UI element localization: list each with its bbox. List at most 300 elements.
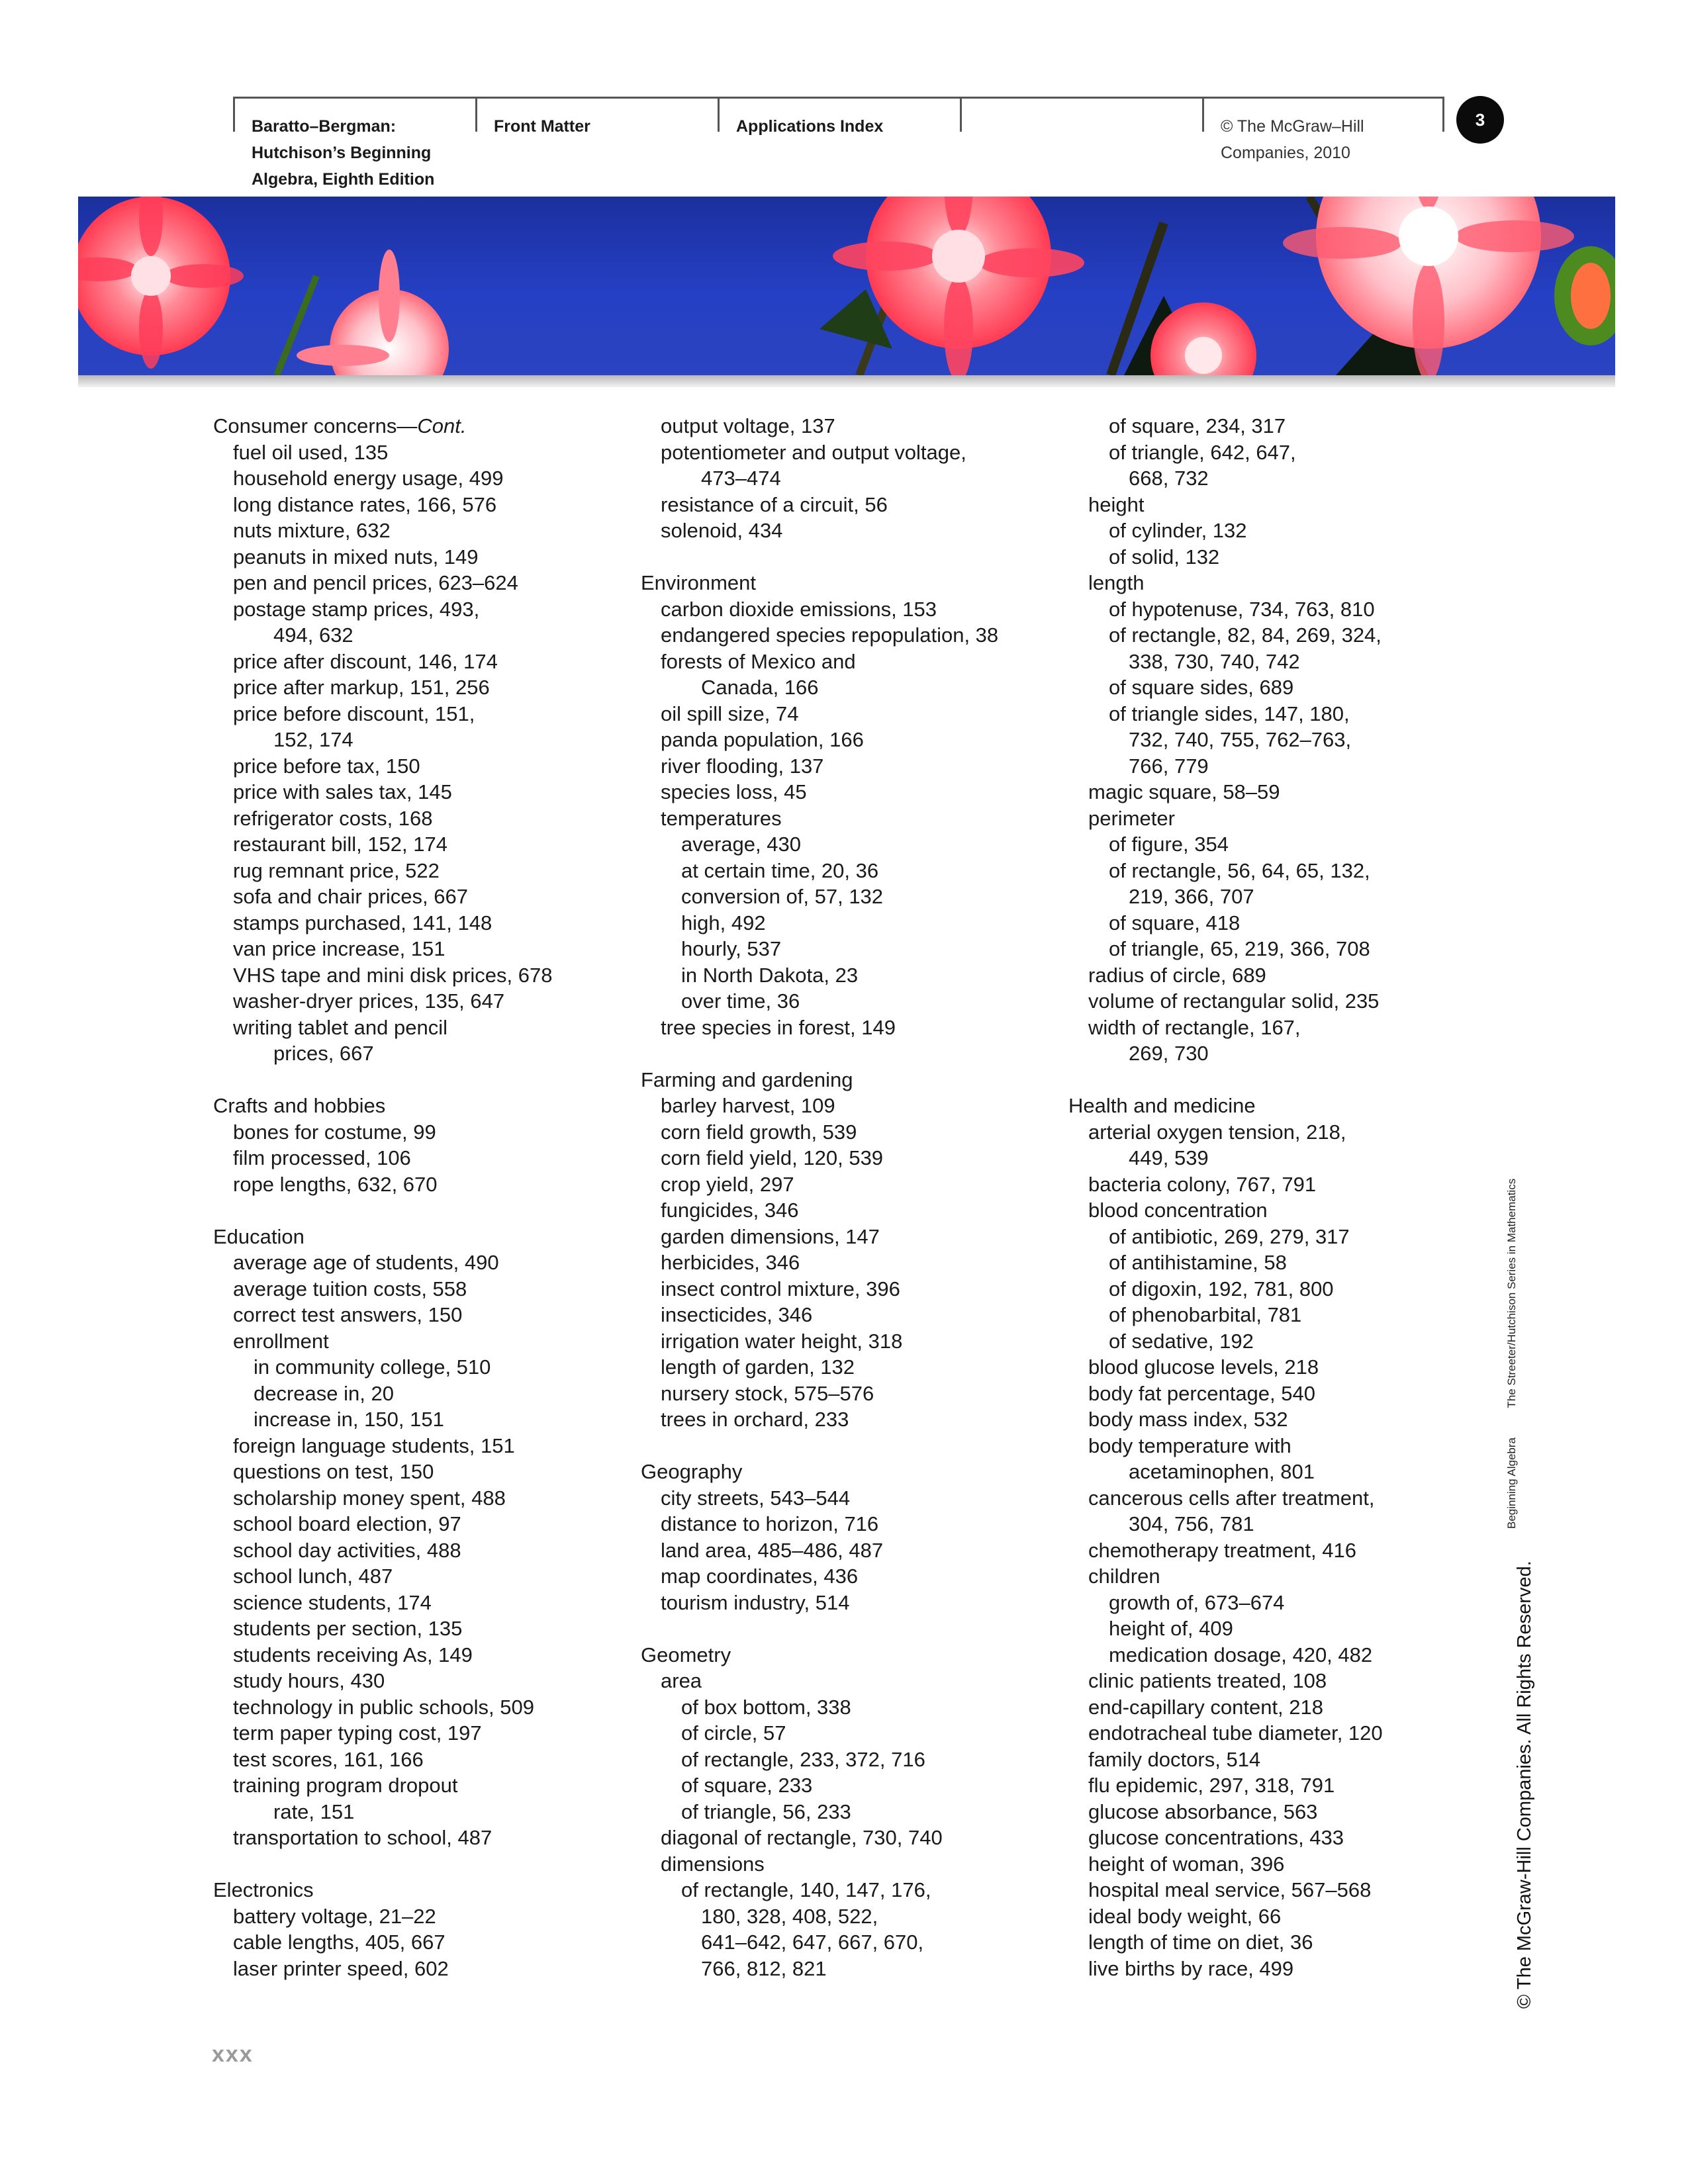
index-spacer	[641, 1040, 998, 1067]
index-entry	[213, 1302, 552, 1328]
index-entry	[213, 465, 552, 492]
index-entry-text: increase in, 150, 151	[254, 1408, 444, 1431]
index-entry-text: price after discount, 146, 174	[233, 649, 498, 673]
index-entry	[1068, 570, 1383, 596]
index-entry-text: of rectangle, 233, 372, 716	[681, 1747, 925, 1771]
index-entry	[641, 1224, 998, 1250]
index-entry-text: postage stamp prices, 493,	[233, 597, 480, 621]
index-entry	[1068, 1563, 1383, 1590]
index-entry-text: Geometry	[641, 1643, 731, 1666]
index-entry	[641, 649, 998, 675]
index-entry-text: average, 430	[681, 833, 801, 856]
index-entry-text: school day activities, 488	[233, 1538, 461, 1562]
index-entry	[213, 1015, 552, 1041]
index-entry-text: 304, 756, 781	[1129, 1512, 1254, 1535]
index-entry-text: peanuts in mixed nuts, 149	[233, 545, 479, 569]
header-copyright-line-1: © The McGraw–Hill	[1221, 117, 1364, 136]
index-entry-text: land area, 485–486, 487	[661, 1538, 884, 1562]
index-entry	[213, 518, 552, 544]
index-entry	[641, 1145, 998, 1171]
index-entry	[1068, 544, 1383, 570]
flower-banner-image	[78, 197, 1615, 375]
index-entry-text: 338, 730, 740, 742	[1129, 649, 1300, 673]
index-entry-text: questions on test, 150	[233, 1460, 434, 1483]
index-entry	[1068, 1171, 1383, 1198]
index-entry	[641, 518, 998, 544]
index-entry	[641, 1799, 998, 1825]
index-entry-text: flu epidemic, 297, 318, 791	[1088, 1774, 1335, 1797]
header-part-label: Front Matter	[494, 117, 590, 136]
index-entry	[1068, 1694, 1383, 1721]
index-heading	[641, 1642, 998, 1668]
index-entry	[213, 1250, 552, 1276]
index-entry	[1068, 727, 1383, 753]
index-entry	[1068, 1720, 1383, 1747]
index-entry	[1068, 1747, 1383, 1773]
index-entry-text: of square sides, 689	[1109, 676, 1294, 699]
index-entry-text: restaurant bill, 152, 174	[233, 833, 447, 856]
side-series-name: The Streeter/Hutchison Series in Mathematics	[1505, 1178, 1518, 1408]
index-entry-text: arterial oxygen tension, 218,	[1088, 1120, 1346, 1144]
header-cell-empty	[960, 99, 1202, 132]
index-entry-text: of figure, 354	[1109, 833, 1229, 856]
index-entry	[213, 1040, 552, 1067]
index-entry-text: growth of, 673–674	[1109, 1590, 1285, 1614]
index-entry-text: oil spill size, 74	[661, 702, 799, 725]
index-entry	[641, 1590, 998, 1616]
index-entry	[641, 805, 998, 832]
flower-right	[1283, 197, 1574, 375]
index-entry	[213, 805, 552, 832]
header-cell-book-title	[233, 99, 475, 189]
index-entry-text: of triangle, 56, 233	[681, 1799, 851, 1823]
index-entry	[213, 858, 552, 884]
index-entry-text: high, 492	[681, 911, 766, 934]
index-entry	[213, 1956, 552, 1982]
index-entry	[213, 884, 552, 910]
index-entry-text: of triangle sides, 147, 180,	[1109, 702, 1350, 725]
index-entry-text: of triangle, 642, 647,	[1109, 440, 1296, 464]
index-entry-text: of cylinder, 132	[1109, 519, 1247, 542]
flower-small-left	[297, 250, 449, 375]
index-entry-text: insect control mixture, 396	[661, 1277, 900, 1300]
index-entry	[641, 1302, 998, 1328]
index-entry	[641, 1903, 998, 1930]
index-entry-text: barley harvest, 109	[661, 1094, 835, 1117]
index-entry	[1068, 1590, 1383, 1616]
index-entry	[1068, 1615, 1383, 1642]
index-entry	[213, 1642, 552, 1668]
index-entry	[1068, 1485, 1383, 1512]
index-entry	[1068, 1406, 1383, 1433]
index-entry-text: height of, 409	[1109, 1617, 1233, 1640]
index-entry	[641, 1171, 998, 1198]
index-entry	[1068, 1511, 1383, 1537]
index-entry-text: distance to horizon, 716	[661, 1512, 879, 1535]
header-book-title-line-1: Baratto–Bergman:	[252, 117, 397, 136]
index-entry-text: of antihistamine, 58	[1109, 1251, 1287, 1274]
index-entry-text: bacteria colony, 767, 791	[1088, 1172, 1317, 1196]
index-entry-text: carbon dioxide emissions, 153	[661, 597, 937, 621]
index-entry	[1068, 1668, 1383, 1694]
index-entry	[213, 1485, 552, 1512]
index-entry	[641, 674, 998, 701]
index-entry	[213, 1668, 552, 1694]
index-entry-text: output voltage, 137	[661, 414, 835, 437]
index-entry-text: 473–474	[701, 467, 781, 490]
index-heading	[213, 1224, 552, 1250]
index-entry-text: medication dosage, 420, 482	[1109, 1643, 1373, 1666]
index-entry-text: study hours, 430	[233, 1669, 385, 1692]
index-entry	[213, 1119, 552, 1146]
index-entry-text: prices, 667	[273, 1042, 374, 1065]
index-entry-text: 668, 732	[1129, 467, 1209, 490]
side-copyright: © The McGraw-Hill Companies. All Rights Reserved.	[1514, 1561, 1535, 2009]
index-entry	[641, 727, 998, 753]
index-entry-text: 449, 539	[1129, 1146, 1209, 1169]
index-entry-text: 269, 730	[1129, 1042, 1209, 1065]
index-spacer	[641, 544, 998, 570]
index-entry-text: enrollment	[233, 1329, 329, 1353]
index-entry-text: term paper typing cost, 197	[233, 1721, 482, 1745]
index-heading	[641, 570, 998, 596]
header-cell-section	[718, 99, 960, 136]
index-entry	[1068, 1772, 1383, 1799]
index-entry-text: clinic patients treated, 108	[1088, 1669, 1327, 1692]
index-entry	[641, 596, 998, 623]
index-entry-text: refrigerator costs, 168	[233, 806, 433, 830]
index-entry	[213, 674, 552, 701]
index-entry-text: Electronics	[213, 1878, 314, 1901]
index-entry	[641, 1485, 998, 1512]
index-entry-text: price with sales tax, 145	[233, 780, 452, 803]
index-heading	[1068, 1093, 1383, 1119]
header-cell-part	[475, 99, 718, 136]
index-entry	[641, 779, 998, 805]
index-entry-text: stamps purchased, 141, 148	[233, 911, 492, 934]
index-entry-text: hourly, 537	[681, 937, 782, 960]
index-spacer	[641, 1615, 998, 1642]
flower-illustration	[78, 197, 1615, 375]
index-entry-text: of triangle, 65, 219, 366, 708	[1109, 937, 1370, 960]
index-entry	[641, 1825, 998, 1851]
index-entry-text: temperatures	[661, 806, 782, 830]
index-entry-text: VHS tape and mini disk prices, 678	[233, 963, 553, 987]
index-entry	[1068, 988, 1383, 1015]
index-entry	[213, 962, 552, 989]
index-entry-text: tree species in forest, 149	[661, 1015, 896, 1039]
index-entry	[641, 492, 998, 518]
index-entry-text: width of rectangle, 167,	[1088, 1015, 1301, 1039]
index-entry-text: at certain time, 20, 36	[681, 858, 879, 882]
index-entry	[641, 701, 998, 727]
index-entry-text: of sedative, 192	[1109, 1329, 1254, 1353]
index-entry	[213, 570, 552, 596]
index-entry-text: average tuition costs, 558	[233, 1277, 467, 1300]
index-entry-text: cancerous cells after treatment,	[1088, 1486, 1375, 1510]
index-entry-text: of square, 233	[681, 1774, 813, 1797]
index-entry-text: decrease in, 20	[254, 1381, 394, 1405]
index-entry	[1068, 1015, 1383, 1041]
index-entry	[1068, 1929, 1383, 1956]
index-entry-text: foreign language students, 151	[233, 1433, 515, 1457]
index-entry	[1068, 1250, 1383, 1276]
index-entry-text: 152, 174	[273, 728, 353, 751]
index-entry	[641, 831, 998, 858]
index-entry-text: cable lengths, 405, 667	[233, 1931, 445, 1954]
index-entry	[641, 1354, 998, 1381]
index-entry-text: river flooding, 137	[661, 754, 824, 778]
index-entry	[641, 753, 998, 780]
index-entry	[641, 465, 998, 492]
index-entry	[641, 1250, 998, 1276]
index-entry	[641, 1929, 998, 1956]
index-entry	[1068, 492, 1383, 518]
header-cell-copyright	[1202, 99, 1444, 162]
index-entry	[1068, 831, 1383, 858]
index-entry-text: insecticides, 346	[661, 1303, 813, 1326]
header-tab-strip	[233, 97, 1444, 189]
index-entry	[213, 988, 552, 1015]
index-entry	[641, 1381, 998, 1407]
index-entry-text: nuts mixture, 632	[233, 519, 391, 542]
index-entry-text: garden dimensions, 147	[661, 1224, 880, 1248]
index-entry-text: Crafts and hobbies	[213, 1094, 386, 1117]
index-entry-text: science students, 174	[233, 1590, 432, 1614]
index-entry	[213, 1381, 552, 1407]
index-entry-text: solenoid, 434	[661, 519, 783, 542]
index-entry	[641, 1668, 998, 1694]
index-entry	[1068, 1354, 1383, 1381]
index-entry	[213, 1354, 552, 1381]
index-entry-text: fuel oil used, 135	[233, 440, 389, 464]
banner-shadow	[78, 375, 1615, 387]
index-entry	[213, 1772, 552, 1799]
index-heading	[641, 1459, 998, 1485]
index-entry	[1068, 1851, 1383, 1878]
index-entry	[641, 962, 998, 989]
index-column-1	[213, 413, 552, 1981]
index-entry-text: Consumer concerns—	[213, 414, 418, 437]
index-entry-text: nursery stock, 575–576	[661, 1381, 874, 1405]
index-entry-text: diagonal of rectangle, 730, 740	[661, 1826, 943, 1849]
index-entry-text: tourism industry, 514	[661, 1590, 850, 1614]
index-entry	[213, 910, 552, 936]
index-entry-text: length of time on diet, 36	[1088, 1931, 1313, 1954]
index-entry-text: body fat percentage, 540	[1088, 1381, 1315, 1405]
index-entry	[641, 1851, 998, 1878]
index-entry	[641, 936, 998, 962]
index-entry	[213, 649, 552, 675]
index-entry	[1068, 1642, 1383, 1668]
index-entry-text: resistance of a circuit, 56	[661, 492, 888, 516]
index-entry	[641, 1563, 998, 1590]
index-heading	[641, 1067, 998, 1093]
index-entry	[213, 779, 552, 805]
index-entry	[213, 1825, 552, 1851]
index-entry-text: children	[1088, 1565, 1160, 1588]
index-entry	[1068, 1119, 1383, 1146]
index-entry	[641, 1694, 998, 1721]
index-entry-text: school lunch, 487	[233, 1565, 393, 1588]
index-entry-text: correct test answers, 150	[233, 1303, 463, 1326]
index-entry-text: Canada, 166	[701, 676, 819, 699]
index-entry-text: Environment	[641, 571, 757, 594]
flower-bud-right	[1554, 246, 1615, 345]
index-entry-text: body mass index, 532	[1088, 1408, 1288, 1431]
index-entry	[1068, 1537, 1383, 1564]
index-entry-text: van price increase, 151	[233, 937, 445, 960]
index-entry-text: ideal body weight, 66	[1088, 1904, 1282, 1928]
index-entry-text: transportation to school, 487	[233, 1826, 492, 1849]
index-entry	[213, 1511, 552, 1537]
index-entry	[1068, 518, 1383, 544]
index-entry	[213, 1903, 552, 1930]
index-entry-text: average age of students, 490	[233, 1251, 499, 1274]
index-entry-text: crop yield, 297	[661, 1172, 794, 1196]
index-entry	[1068, 1799, 1383, 1825]
index-entry	[1068, 1328, 1383, 1355]
index-entry-text: household energy usage, 499	[233, 467, 504, 490]
index-entry	[213, 1276, 552, 1302]
index-entry	[1068, 779, 1383, 805]
index-entry	[213, 753, 552, 780]
index-entry-text: chemotherapy treatment, 416	[1088, 1538, 1356, 1562]
index-entry-text: 732, 740, 755, 762–763,	[1129, 728, 1352, 751]
index-entry	[213, 831, 552, 858]
index-entry-text: of rectangle, 56, 64, 65, 132,	[1109, 858, 1370, 882]
index-entry	[213, 1406, 552, 1433]
index-entry-text: volume of rectangular solid, 235	[1088, 989, 1380, 1013]
index-entry-text: 180, 328, 408, 522,	[701, 1904, 878, 1928]
index-entry	[213, 492, 552, 518]
index-entry-text: film processed, 106	[233, 1146, 411, 1169]
index-entry-text: trees in orchard, 233	[661, 1408, 849, 1431]
index-entry	[641, 1119, 998, 1146]
index-entry-text: scholarship money spent, 488	[233, 1486, 506, 1510]
index-entry	[213, 439, 552, 466]
index-entry-text: rug remnant price, 522	[233, 858, 440, 882]
index-heading	[213, 1877, 552, 1903]
index-entry-text: school board election, 97	[233, 1512, 461, 1535]
index-entry-text: price after markup, 151, 256	[233, 676, 490, 699]
index-entry-text: perimeter	[1088, 806, 1175, 830]
index-entry-text: fungicides, 346	[661, 1199, 799, 1222]
index-entry-text: Health and medicine	[1068, 1094, 1256, 1117]
index-entry	[1068, 1224, 1383, 1250]
index-entry-text: length of garden, 132	[661, 1355, 855, 1379]
index-spacer	[213, 1067, 552, 1093]
index-entry	[641, 1537, 998, 1564]
index-entry	[213, 596, 552, 623]
index-entry	[213, 1563, 552, 1590]
index-entry	[641, 1877, 998, 1903]
index-entry	[1068, 936, 1383, 962]
index-entry-text: of rectangle, 82, 84, 269, 324,	[1109, 623, 1382, 647]
index-entry-text: end-capillary content, 218	[1088, 1695, 1324, 1719]
index-entry-text: of circle, 57	[681, 1721, 786, 1745]
index-entry-text: of digoxin, 192, 781, 800	[1109, 1277, 1334, 1300]
index-entry-text: 219, 366, 707	[1129, 885, 1254, 908]
index-entry	[213, 1799, 552, 1825]
index-entry	[641, 1093, 998, 1119]
index-entry	[213, 1171, 552, 1198]
index-entry	[213, 1615, 552, 1642]
index-entry-text: city streets, 543–544	[661, 1486, 851, 1510]
index-entry	[641, 858, 998, 884]
index-entry-text: test scores, 161, 166	[233, 1747, 424, 1771]
page-folio: xxx	[212, 2042, 254, 2067]
index-entry	[1068, 910, 1383, 936]
index-entry	[213, 1590, 552, 1616]
index-entry-text: bones for costume, 99	[233, 1120, 436, 1144]
index-entry-text: over time, 36	[681, 989, 800, 1013]
index-entry	[213, 1459, 552, 1485]
index-entry	[1068, 1903, 1383, 1930]
index-entry-text: battery voltage, 21–22	[233, 1904, 436, 1928]
index-entry-text: of hypotenuse, 734, 763, 810	[1109, 597, 1375, 621]
index-entry	[641, 1720, 998, 1747]
index-entry	[1068, 1040, 1383, 1067]
index-spacer	[641, 1433, 998, 1459]
index-entry-text: Geography	[641, 1460, 743, 1483]
index-entry-text: laser printer speed, 602	[233, 1956, 449, 1980]
index-entry-text: species loss, 45	[661, 780, 807, 803]
index-entry-text: price before discount, 151,	[233, 702, 475, 725]
index-spacer	[213, 1851, 552, 1878]
index-entry-text: 641–642, 647, 667, 670,	[701, 1931, 924, 1954]
index-entry-text: 494, 632	[273, 623, 353, 647]
index-entry-text: sofa and chair prices, 667	[233, 885, 468, 908]
index-entry	[1068, 596, 1383, 623]
index-entry-text: radius of circle, 689	[1088, 963, 1266, 987]
index-spacer	[1068, 1067, 1383, 1093]
index-entry-text: blood glucose levels, 218	[1088, 1355, 1319, 1379]
index-entry-text: area	[661, 1669, 702, 1692]
index-entry	[641, 1772, 998, 1799]
index-entry-text: corn field yield, 120, 539	[661, 1146, 884, 1169]
index-entry	[1068, 962, 1383, 989]
index-heading	[213, 1093, 552, 1119]
index-entry-text: of square, 234, 317	[1109, 414, 1286, 437]
index-entry	[641, 1747, 998, 1773]
index-entry-text: endangered species repopulation, 38	[661, 623, 999, 647]
index-column-3	[1068, 413, 1383, 1981]
index-entry	[1068, 649, 1383, 675]
index-entry-text: long distance rates, 166, 576	[233, 492, 497, 516]
index-heading	[213, 413, 552, 439]
index-entry	[1068, 1877, 1383, 1903]
index-entry-text: 766, 812, 821	[701, 1956, 827, 1980]
index-entry	[213, 1720, 552, 1747]
index-entry	[1068, 1381, 1383, 1407]
index-entry	[1068, 413, 1383, 439]
index-entry	[213, 544, 552, 570]
index-entry-text: map coordinates, 436	[661, 1565, 859, 1588]
index-entry	[213, 936, 552, 962]
index-entry-text: hospital meal service, 567–568	[1088, 1878, 1372, 1901]
index-entry	[1068, 753, 1383, 780]
index-entry-text: glucose concentrations, 433	[1088, 1826, 1344, 1849]
index-entry	[1068, 1825, 1383, 1851]
index-entry	[1068, 805, 1383, 832]
index-entry	[213, 1145, 552, 1171]
index-entry-text: blood concentration	[1088, 1199, 1268, 1222]
index-entry	[641, 1015, 998, 1041]
index-entry	[213, 1328, 552, 1355]
index-entry	[641, 413, 998, 439]
index-entry-text: height of woman, 396	[1088, 1852, 1285, 1876]
